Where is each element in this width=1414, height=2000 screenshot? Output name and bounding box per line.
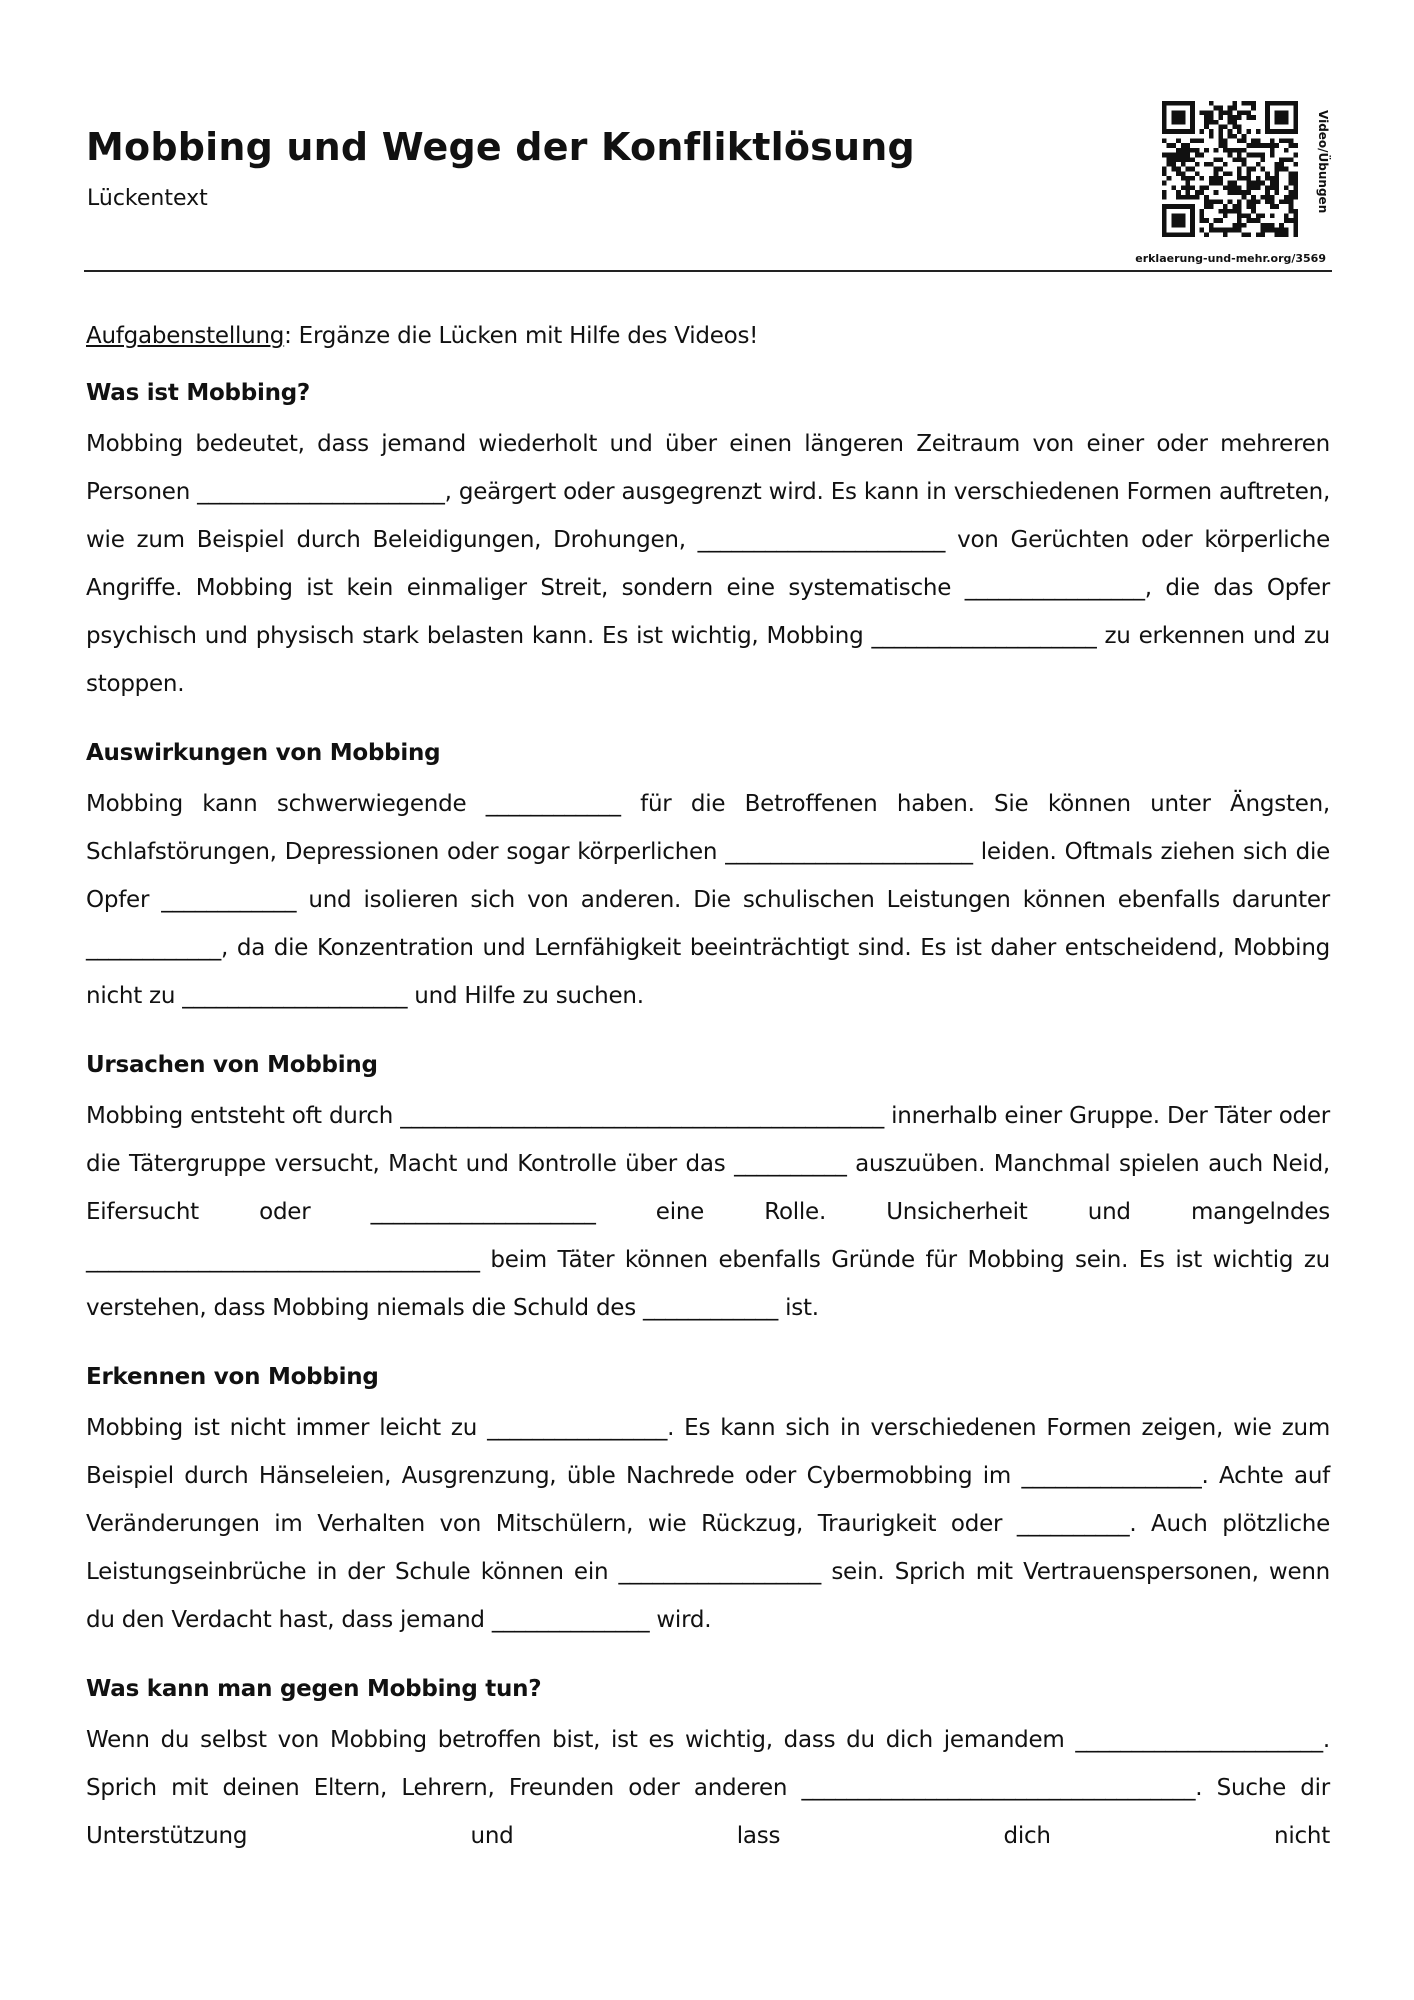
- section-heading: Was kann man gegen Mobbing tun?: [86, 1676, 542, 1702]
- section-text: Mobbing bedeutet, dass jemand wiederholt und über einen längeren Zeitraum von einer oder mehreren Personen ______________________, geärgert oder ausgegrenzt wird. Es kann in verschiedenen Formen auftreten, wie zum Beispiel durch Beleidigungen, Drohungen, ______________________ von Gerüchten oder körperliche Angriffe. Mobbing ist kein einmaliger Streit, sondern eine systematische ________________, die das Opfer psychisch und physisch stark belasten kann. Es ist wichtig, Mobbing ____________________ zu erkennen und zu stoppen.: [86, 431, 1330, 697]
- section-text: Wenn du selbst von Mobbing betroffen bist, ist es wichtig, dass du dich jemandem ______________________. Sprich mit deinen Eltern, Lehrern, Freunden oder anderen ___________________________________. Suche dir Unterstützung und lass dich nicht: [86, 1727, 1330, 1849]
- section-text: Mobbing entsteht oft durch ___________________________________________ innerhalb einer Gruppe. Der Täter oder die Tätergruppe versucht, Macht und Kontrolle über das __________ auszuüben. Manchmal spielen auch Neid, Eifersucht oder ____________________ eine Rolle. Unsicherheit und mangelndes ___________________________________ beim Täter können ebenfalls Gründe für Mobbing sein. Es ist wichtig zu verstehen, dass Mobbing niemals die Schuld des ____________ ist.: [86, 1103, 1330, 1321]
- section-what-to-do: [86, 1662, 1330, 1860]
- worksheet-body: [86, 318, 1330, 1878]
- worksheet-subtitle: Lückentext: [87, 186, 208, 211]
- task-instruction: [86, 318, 1330, 354]
- video-exercises-label: Video/Übungen: [1316, 110, 1330, 214]
- section-heading: Auswirkungen von Mobbing: [86, 740, 441, 766]
- header-divider: [84, 270, 1332, 272]
- section-text: Mobbing kann schwerwiegende ____________ für die Betroffenen haben. Sie können unter Ängsten, Schlafstörungen, Depressionen oder sogar körperlichen ______________________ leiden. Oftmals ziehen sich die Opfer ____________ und isolieren sich von anderen. Die schulischen Leistungen können ebenfalls darunter ____________, da die Konzentration und Lernfähigkeit beeinträchtigt sind. Es ist daher entscheidend, Mobbing nicht zu ____________________ und Hilfe zu suchen.: [86, 791, 1330, 1009]
- worksheet-title: Mobbing und Wege der Konfliktlösung: [86, 125, 915, 169]
- section-recognizing: [86, 1350, 1330, 1644]
- section-heading: Erkennen von Mobbing: [86, 1364, 379, 1390]
- section-heading: Ursachen von Mobbing: [86, 1052, 378, 1078]
- task-text: : Ergänze die Lücken mit Hilfe des Videos!: [284, 323, 759, 349]
- qr-code-icon: [1162, 101, 1298, 237]
- section-causes: [86, 1038, 1330, 1332]
- section-effects: [86, 726, 1330, 1020]
- section-heading: Was ist Mobbing?: [86, 380, 311, 406]
- source-url: erklaerung-und-mehr.org/3569: [1135, 252, 1326, 265]
- section-text: Mobbing ist nicht immer leicht zu ________________. Es kann sich in verschiedenen Formen zeigen, wie zum Beispiel durch Hänseleien, Ausgrenzung, üble Nachrede oder Cybermobbing im ________________. Achte auf Veränderungen im Verhalten von Mitschülern, wie Rückzug, Traurigkeit oder __________. Auch plötzliche Leistungseinbrüche in der Schule können ein __________________ sein. Sprich mit Vertrauenspersonen, wenn du den Verdacht hast, dass jemand ______________ wird.: [86, 1415, 1330, 1633]
- section-what-is-mobbing: [86, 366, 1330, 708]
- task-label: Aufgabenstellung: [86, 323, 285, 349]
